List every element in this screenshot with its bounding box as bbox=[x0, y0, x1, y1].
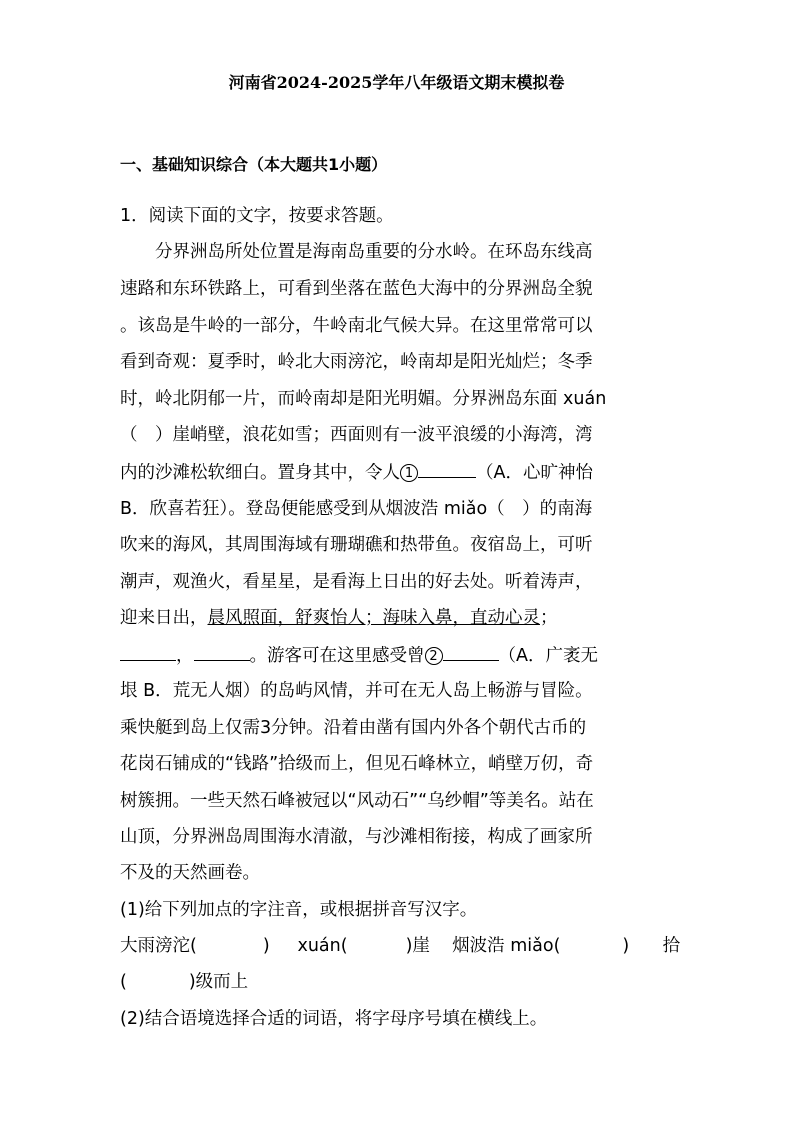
passage-text: 迎来日出， bbox=[120, 608, 208, 628]
passage-line: 山顶，分界洲岛周围海水清澈，与沙滩相衔接，构成了画家所 bbox=[120, 827, 593, 847]
passage-line: 潮声，观渔火，看星星，是看海上日出的好去处。听着涛声， bbox=[120, 572, 593, 592]
pinyin-row bbox=[120, 935, 680, 957]
passage-line bbox=[120, 644, 598, 667]
passage-text: 。游客可在这里感受曾 bbox=[249, 646, 425, 666]
passage-line: 乘快艇到岛上仅需3分钟。沿着由凿有国内外各个朝代古币的 bbox=[120, 718, 587, 738]
passage-line: 垠 B．荒无人烟）的岛屿风情，并可在无人岛上畅游与冒险。 bbox=[120, 681, 593, 701]
item-b: xuán( bbox=[297, 936, 348, 956]
passage-line: 分界洲岛所处位置是海南岛重要的分水岭。在环岛东线高 bbox=[120, 242, 593, 262]
item-b-close: )崖 bbox=[405, 936, 430, 956]
blank-marker-1: 1 bbox=[400, 464, 418, 482]
item-e-close: )级而上 bbox=[188, 972, 249, 992]
item-a-close: ) bbox=[262, 936, 270, 956]
passage-line: 看到奇观：夏季时，岭北大雨滂沱，岭南却是阳光灿烂；冬季 bbox=[120, 352, 593, 372]
item-e: ( bbox=[120, 972, 127, 992]
passage-line: 速路和东环铁路上，可看到坐落在蓝色大海中的分界洲岛全貌 bbox=[120, 279, 593, 299]
section-heading: 一、基础知识综合（本大题共1小题） bbox=[120, 155, 388, 174]
sub-question-2: (2)结合语境选择合适的词语，将字母序号填在横线上。 bbox=[120, 1009, 548, 1029]
item-c-close: ) bbox=[622, 936, 630, 956]
passage-line: 时，岭北阴郁一片，而岭南却是阳光明媚。分界洲岛东面 xuán bbox=[120, 389, 607, 409]
passage-line: 吹来的海风，其周围海域有珊瑚礁和热带鱼。夜宿岛上，可听 bbox=[120, 535, 593, 555]
answer-blank-2[interactable] bbox=[443, 644, 499, 661]
passage-line: 不及的天然画卷。 bbox=[120, 863, 260, 883]
passage-text: ； bbox=[540, 608, 558, 628]
passage-line: B．欣喜若狂）。登岛便能感受到从烟波浩 miǎo（ ）的南海 bbox=[120, 499, 593, 519]
page-title: 河南省2024-2025学年八年级语文期末模拟卷 bbox=[228, 73, 565, 92]
imitation-blank-1[interactable] bbox=[120, 644, 176, 661]
passage-text: （A．心旷神怡 bbox=[476, 463, 593, 483]
underlined-sentence: 晨风照面，舒爽怡人；海味入鼻，直动心灵 bbox=[207, 608, 540, 628]
sub-question-1: (1)给下列加点的字注音，或根据拼音写汉字。 bbox=[120, 900, 478, 920]
passage-line bbox=[120, 461, 593, 484]
question-prompt: 1．阅读下面的文字，按要求答题。 bbox=[120, 206, 394, 226]
passage-text: （A．广袤无 bbox=[498, 646, 598, 666]
pinyin-row-2 bbox=[120, 971, 248, 993]
item-c: 烟波浩 miǎo( bbox=[452, 936, 561, 956]
item-a: 大雨滂沱( bbox=[120, 936, 197, 956]
item-d: 拾 bbox=[662, 936, 681, 956]
passage-line bbox=[120, 607, 558, 629]
passage-text: 内的沙滩松软细白。置身其中，令人 bbox=[120, 463, 400, 483]
passage-text: ， bbox=[176, 646, 194, 666]
passage-line: （ ）崖峭壁，浪花如雪；西面则有一波平浪缓的小海湾，湾 bbox=[120, 425, 593, 445]
blank-marker-2: 2 bbox=[425, 647, 443, 665]
passage-line: 。该岛是牛岭的一部分，牛岭南北气候大异。在这里常常可以 bbox=[120, 316, 593, 336]
passage-line: 树簇拥。一些天然石峰被冠以“风动石”“乌纱帽”等美名。站在 bbox=[120, 791, 594, 811]
imitation-blank-2[interactable] bbox=[194, 644, 250, 661]
answer-blank-1[interactable] bbox=[418, 461, 476, 478]
passage-line: 花岗石铺成的“钱路”拾级而上，但见石峰林立，峭壁万仞，奇 bbox=[120, 754, 594, 774]
